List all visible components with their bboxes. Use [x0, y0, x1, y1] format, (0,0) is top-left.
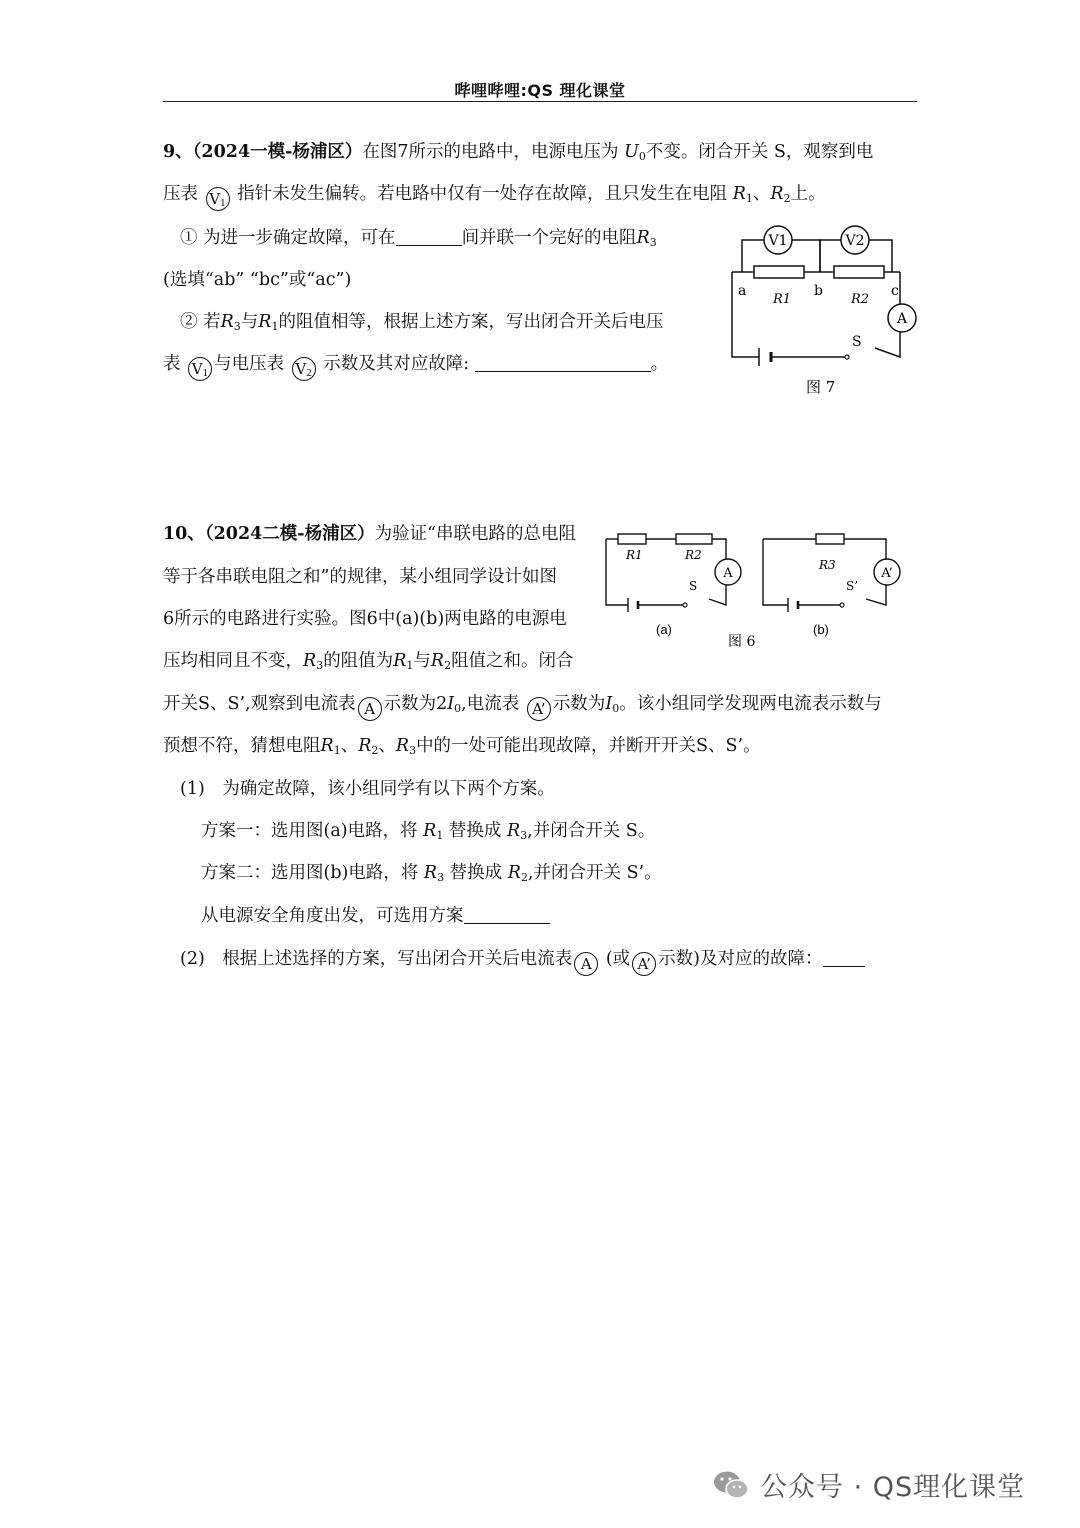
ammeter-a-symbol: A	[358, 697, 382, 721]
voltmeter-v1-symbol: $V_1$	[188, 357, 212, 381]
node-b-label: b	[814, 283, 823, 299]
figure-7-circuit	[720, 220, 930, 405]
q10-line-4: 压均相同且不变，$R_3$的阻值为$R_1$与$R_2$阻值之和。闭合	[163, 651, 574, 672]
resistor-r2	[834, 266, 884, 278]
q9-part2-cont: 表 $V_1$ 与电压表 $V_2$ 示数及其对应故障: 。	[163, 354, 669, 379]
q10-line-5: 开关S、S’,观察到电流表 A 示数为$2I_0$,电流表 A’ 示数为$I_0$。该小组同学发现两电流表示数与	[163, 692, 882, 721]
q9-line-2: 压表 $V_1$ 指针未发生偏转。若电路中仅有一处存在故障，且只发生在电阻 $R_1$、$R_2$上。	[163, 184, 826, 209]
answer-blank-2[interactable]	[475, 370, 651, 372]
q10-sub2: (2) 根据上述选择的方案，写出闭合开关后电流表 A (或 A’ 示数)及对应的故障：	[180, 947, 865, 976]
node-a-label: a	[738, 283, 747, 299]
wechat-icon	[712, 1469, 750, 1501]
r1-label: R1	[773, 292, 792, 307]
watermark-text: 公众号 · QS理化课堂	[760, 1472, 1026, 1503]
q10-sub1: (1) 为确定故障，该小组同学有以下两个方案。	[180, 779, 555, 799]
voltmeter-v2-symbol: $V_2$	[292, 357, 316, 381]
node-c-label: c	[891, 283, 899, 299]
watermark	[712, 1465, 1025, 1504]
page-header: 哔哩哔哩:QS 理化课堂	[454, 81, 626, 100]
ammeter-a-label: A	[723, 566, 733, 581]
q10-line-6: 预想不符，猜想电阻$R_1$、$R_2$、$R_3$中的一处可能出现故障，并断开开关S、S’。	[163, 736, 761, 757]
r2-label: R2	[851, 292, 870, 307]
figure-6-circuits	[598, 525, 918, 660]
q10-plan1: 方案一：选用图(a)电路，将 $R_1$ 替换成 $R_3$,并闭合开关 S。	[201, 821, 656, 842]
voltmeter-v1-symbol: $V_1$	[206, 187, 230, 211]
r3-label-b: R3	[819, 558, 836, 572]
switch-s-prime-label: S’	[846, 579, 859, 593]
ammeter-a-prime-symbol: A’	[527, 697, 551, 721]
label-a: (a)	[656, 622, 672, 637]
header-rule	[163, 101, 917, 102]
q9-part1: ① 为进一步确定故障，可在 间并联一个完好的电阻$R_3$	[180, 228, 657, 249]
q9-part1-options: (选填“ab” “bc”或“ac”)	[163, 270, 352, 290]
q10-line-1: 10、（2024二模-杨浦区）为验证“串联电路的总电阻	[163, 524, 577, 544]
q9-part2: ② 若$R_3$与$R_1$的阻值相等，根据上述方案，写出闭合开关后电压	[180, 312, 664, 333]
r1-label-a: R1	[626, 548, 643, 562]
ammeter-a-prime-label: A’	[881, 566, 893, 581]
r2-label-a: R2	[685, 548, 702, 562]
voltmeter-v2-label: V2	[845, 233, 865, 249]
resistor-r3-b	[816, 534, 844, 544]
switch-label: S	[852, 334, 862, 350]
q9-number: 9、（2024一模-杨浦区）	[163, 142, 363, 162]
voltmeter-v1-label: V1	[768, 233, 788, 249]
q10-plan2: 方案二：选用图(b)电路，将 $R_3$ 替换成 $R_2$,并闭合开关 S’。	[201, 863, 662, 884]
answer-blank-4[interactable]	[823, 965, 865, 967]
figure-7-caption: 图 7	[806, 378, 836, 396]
q9-line-1: 9、（2024一模-杨浦区）在图7所示的电路中，电源电压为 $U_0$不变。闭合开关 S，观察到电	[163, 142, 874, 163]
resistor-r2-a	[676, 534, 712, 544]
resistor-r1-a	[618, 534, 646, 544]
q10-line-3: 6所示的电路进行实验。图6中(a)(b)两电路的电源电	[163, 609, 567, 629]
answer-blank-1[interactable]	[396, 244, 462, 246]
switch-s-label: S	[689, 579, 698, 593]
figure-6-caption: 图 6	[728, 634, 756, 650]
q10-line-2: 等于各串联电阻之和”的规律，某小组同学设计如图	[163, 567, 557, 587]
ammeter-a-symbol: A	[574, 952, 598, 976]
label-b: (b)	[813, 622, 829, 637]
ammeter-a-prime-symbol: A’	[632, 952, 656, 976]
answer-blank-3[interactable]	[464, 922, 550, 924]
resistor-r1	[754, 266, 804, 278]
q10-choose: 从电源安全角度出发，可选用方案	[201, 904, 550, 928]
ammeter-label: A	[896, 311, 908, 327]
q10-number: 10、（2024二模-杨浦区）	[163, 524, 375, 544]
